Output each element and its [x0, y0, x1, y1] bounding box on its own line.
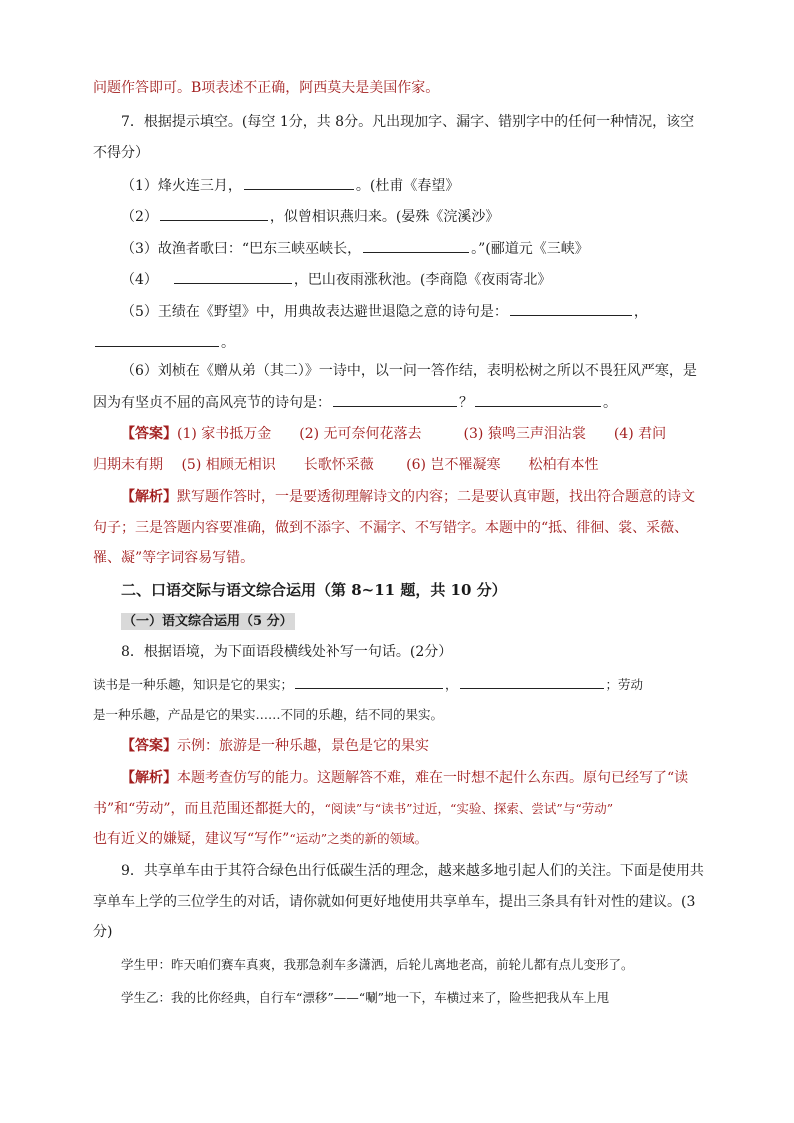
answer-blank[interactable] — [333, 392, 457, 407]
analysis-8-cont: 也有近义的嫌疑，建议写“写作”“运动”之类的新的领域。 — [93, 831, 428, 847]
answer-blank[interactable] — [475, 392, 601, 407]
q7-item-3: （3）故渔者歌曰：“巴东三峡巫峡长， 。”(郦道元《三峡》 — [121, 238, 589, 259]
answer-blank[interactable] — [363, 238, 469, 253]
answer-blank[interactable] — [295, 674, 443, 689]
question-8: 8．根据语境，为下面语段横线处补写一句话。(2分） — [121, 644, 453, 660]
q7-item-2: （2） ，似曾相识燕归来。(晏殊《浣溪沙》 — [121, 206, 499, 227]
q7-item-6-cont: 因为有坚贞不屈的高风亮节的诗句是： ？ 。 — [93, 392, 617, 413]
dialogue-line: 学生甲：昨天咱们赛车真爽，我那急刹车多潇洒，后轮儿离地老高，前轮儿都有点儿变形了。 — [121, 957, 634, 972]
dialogue-line: 学生乙：我的比你经典，自行车“漂移”——“唰”地一下，车横过来了，险些把我从车上甩 — [121, 990, 610, 1005]
answer-7: 【答案】(1) 家书抵万金 (2) 无可奈何花落去 (3) 猿鸣三声泪沾裳 (4) 君问 — [121, 426, 667, 442]
answer-blank[interactable] — [244, 175, 354, 190]
analysis-7-cont: 句子；三是答题内容要准确，做到不添字、不漏字、不写错字。本题中的“抵、徘徊、裳、采薇、 — [93, 520, 689, 536]
analysis-label: 【解析】 — [121, 489, 177, 505]
answer-label: 【答案】 — [121, 738, 177, 754]
analysis-7-cont: 罹、凝”等字词容易写错。 — [93, 550, 255, 566]
analysis-7: 【解析】默写题作答时，一是要透彻理解诗文的内容；二是要认真审题，找出符合题意的诗文 — [121, 489, 695, 505]
answer-blank[interactable] — [510, 301, 632, 316]
answer-blank[interactable] — [160, 206, 268, 221]
q8-text: 读书是一种乐趣，知识是它的果实； ， ；劳动 — [93, 674, 643, 695]
answer-7-cont: 归期未有期 (5) 相顾无相识 长歌怀采薇 (6) 岂不罹凝寒 松柏有本性 — [93, 457, 599, 473]
question-7: 7．根据提示填空。(每空 1分，共 8分。凡出现加字、漏字、错别字中的任何一种情况，该空 — [121, 114, 695, 130]
question-9-cont: 分) — [93, 924, 113, 940]
text-line: 不得分） — [93, 145, 149, 161]
answer-blank[interactable] — [174, 269, 292, 284]
analysis-8: 【解析】本题考查仿写的能力。这题解答不难，难在一时想不起什么东西。原句已经写了“读 — [121, 770, 689, 786]
q8-text-cont: 是一种乐趣，产品是它的果实……不同的乐趣，结不同的果实。 — [93, 707, 444, 722]
question-9: 9．共享单车由于其符合绿色出行低碳生活的理念，越来越多地引起人们的关注。下面是使用共 — [121, 863, 704, 879]
answer-blank[interactable] — [95, 332, 219, 347]
q7-item-4: （4） ，巴山夜雨涨秋池。(李商隐《夜雨寄北》 — [121, 269, 551, 290]
question-9-cont: 享单车上学的三位学生的对话，请你就如何更好地使用共享单车，提出三条具有针对性的建议。(3 — [93, 894, 696, 910]
q7-item-1: （1）烽火连三月， 。(杜甫《春望》 — [121, 175, 459, 196]
q7-item-6: （6）刘桢在《赠从弟（其二）》一诗中，以一问一答作结，表明松树之所以不畏狂风严寒，是 — [121, 363, 697, 379]
q7-item-5-cont: 。 — [93, 332, 235, 353]
analysis-label: 【解析】 — [121, 770, 177, 786]
answer-blank[interactable] — [460, 674, 604, 689]
answer-8: 【答案】示例：旅游是一种乐趣，景色是它的果实 — [121, 738, 429, 754]
section-heading: 二、口语交际与语文综合运用（第 8~11 题，共 10 分） — [121, 581, 507, 599]
text-line: 问题作答即可。B项表述不正确，阿西莫夫是美国作家。 — [93, 80, 440, 96]
q7-item-5: （5）王绩在《野望》中，用典故表达避世退隐之意的诗句是： ， — [121, 301, 648, 322]
answer-label: 【答案】 — [121, 426, 177, 442]
subsection-heading: （一）语文综合运用（5 分） — [123, 614, 293, 629]
analysis-8-cont: 书”和“劳动”，而且范围还都挺大的，“阅读”与“读书”过近，“实验、探索、尝试”与“劳动” — [93, 801, 614, 817]
